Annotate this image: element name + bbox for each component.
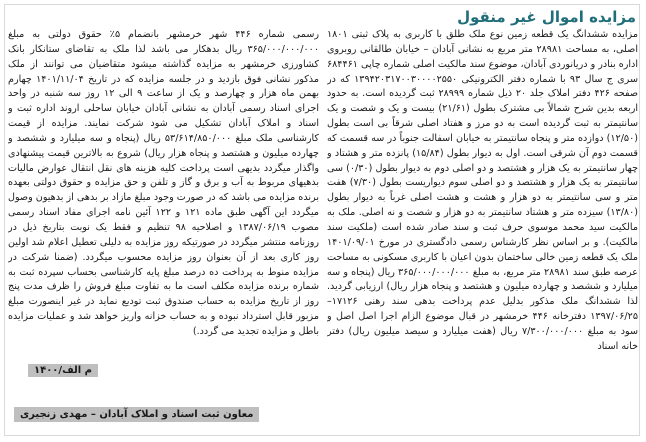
reference-code: م الف/۱۴۰۰ [28, 364, 98, 377]
signature-line: معاون ثبت اسناد و املاک آبادان – مهدی زنجیری [14, 407, 259, 422]
notice-footer [8, 362, 318, 432]
notice-paragraph-right: مزایده ششدانگ یک قطعه زمین نوع ملک طلق با کاربری به پلاک ثبتی ۱۸۰۱ اصلی، به مساحت ۲۸۹۸۱ متر مربع به نشانی آبادان – خیابان طالقانی روبروی اداره بنادر و دریانوردی آبادان، موضوع سند مالکیت اصلی شماره چاپی ۶۸۴۴۶۱ سری ج سال ۹۳ با شماره دفتر الکترونیکی ۱۳۹۴۲۰۳۱۷۰۰۳۰۰۰۰۲۵۵۰ که در صفحه ۴۲۶ دفتر املاک جلد ۲۰ ذیل شماره ۲۸۹۹۹ ثبت گردیده است. به حدود اربعه بدین شرح شمالاً بی مشترک بطول (۲۱/۶۱) بیست و یک و شصت و یک سانتیمتر به ثبت گردیده است به دو مرز و هفتاد اصلی شرقاً بی است بطول (۱۲/۵۰) دوازده متر و پنجاه سانتیمتر به خیابان اسفالت جنوباً در سه قسمت که قسمت دوم آن شرقی است. اول به دیوار بطول (۱۵/۸۴) پانزده متر و هشتاد و چهار سانتیمتر به یک هزار و هشتصد و دو اصلی دوم به دیوار بطول (۰/۳۰) سی سانتیمتر به یک هزار و هشتصد و دو اصلی سوم دیواریست بطول (۷/۳۰) هفت متر و سی سانتیمتر به دو هزار و هشت و هشت اصلی غرباً به دیوار بطول (۱۳/۸۰) سیزده متر و هشتاد سانتیمتر به دو هزار و شصت و نه اصلی. ملک به مالکیت سید محمد موسوی حرف ثبت و سند صادر شده است (ملکیت سند مالکیت). و بر اساس نظر کارشناس رسمی دادگستری در مورخ ۱۴۰۱/۰۹/۰۱ ملک یک قطعه زمین خالی ساختمان بدون اعیان با کاربری مسکونی به مساحت عرصه طبق سند ۲۸۹۸۱ متر مربع، به مبلغ ۳۶۵/۰۰۰/۰۰۰/۰۰۰ ریال (پنجاه و سه میلیارد و ششصد و چهارده میلیون و هشتصد و پنجاه هزار ریال) ارزیابی گردید. لذا ششدانگ ملک مذکور بدلیل عدم پرداخت بدهی سند رهنی ۱۷۱۲۶– ۱۳۹۷/۰۶/۲۵ دفترخانه ۴۴۶ خرمشهر در قبال موضوع الزام اجرا اصل اصل و سود به مبلغ ۷/۳۰۰/۰۰۰/۰۰۰ ریال (هفت میلیارد و سیصد میلیون ریال) دفتر خانه اسناد [327, 29, 638, 352]
notice-body [8, 28, 638, 378]
notice-paragraph-left: رسمی شماره ۴۴۶ شهر خرمشهر بانضمام ۵٪ حقوق دولتی به مبلغ ۳۶۵/۰۰۰/۰۰۰/۰۰۰ ریال بدهکار می باشد لذا ملک به تقاضای ستانکار بانک کشاورزی خرمشهر به مزایده گذاشته میشود متقاضیان می توانند از ملک مذکور نشانی فوق بازدید و در جلسه مزایده که در تاریخ ۱۴۰۱/۱۱/۰۴ چهارم بهمن ماه هزار و چهارصد و یک از ساعت ۹ الی ۱۲ روز سه شنبه در واحد اجرای اسناد رسمی آبادان به نشانی آبادان خیابان ساحلی اروند اداره ثبت و اسناد و املاک آبادان تشکیل می شود شرکت نمایند. مزایده از قیمت کارشناسی ملک مبلغ ۵۳/۶۱۴/۸۵۰/۰۰۰ ریال (پنجاه و سه میلیارد و ششصد و چهارده میلیون و هشتصد و پنجاه هزار ریال) شروع به بالاترین قیمت پیشنهادی واگذار میگردد بدیهی است پرداخت کلیه هزینه های نقل انتقال عوارض مالیات بدهیهای مربوط به آب و برق و گاز و تلفن و حق مزایده و حقوق دولتی بعهده برنده مزایده می باشد که در صورت وجود مبلغ مازاد بر بدهی از بدهیون وصول میگردد این آگهی طبق ماده ۱۲۱ و ۱۲۲ آئین نامه اجرای مفاد اسناد رسمی مصوب ۱۳۸۷/۰۶/۱۹ و اصلاحیه ۹۸ تنظیم و فقط یک نوبت بتاریخ ذیل در روزنامه منتشر میگردد در صورتیکه روز مزایده به دلیلی تعطیل اعلام شد اولین روز کاری بعد از آن بعنوان روز مزایده محسوب میگردد. (ضمنا شرکت در مزایده منوط به پرداخت ده درصد مبلغ پایه کارشناسی بحساب سپرده ثبت به شماره برنده مزایده مکلف است ما به تفاوت مبلغ فروش را ظرف مدت پنج روز از تاریخ مزایده به حساب صندوق ثبت تودیع نماید در غیر اینصورت مبلغ مزبور قابل استرداد نبوده و به حساب خزانه واریز خواهد شد و عملیات مزایده باطل و مزایده تجدید می گردد.) [8, 29, 319, 337]
page-title: مزایده اموال غیر منقول [457, 8, 636, 26]
notice-column-left [8, 28, 319, 378]
notice-column-right [327, 28, 638, 378]
